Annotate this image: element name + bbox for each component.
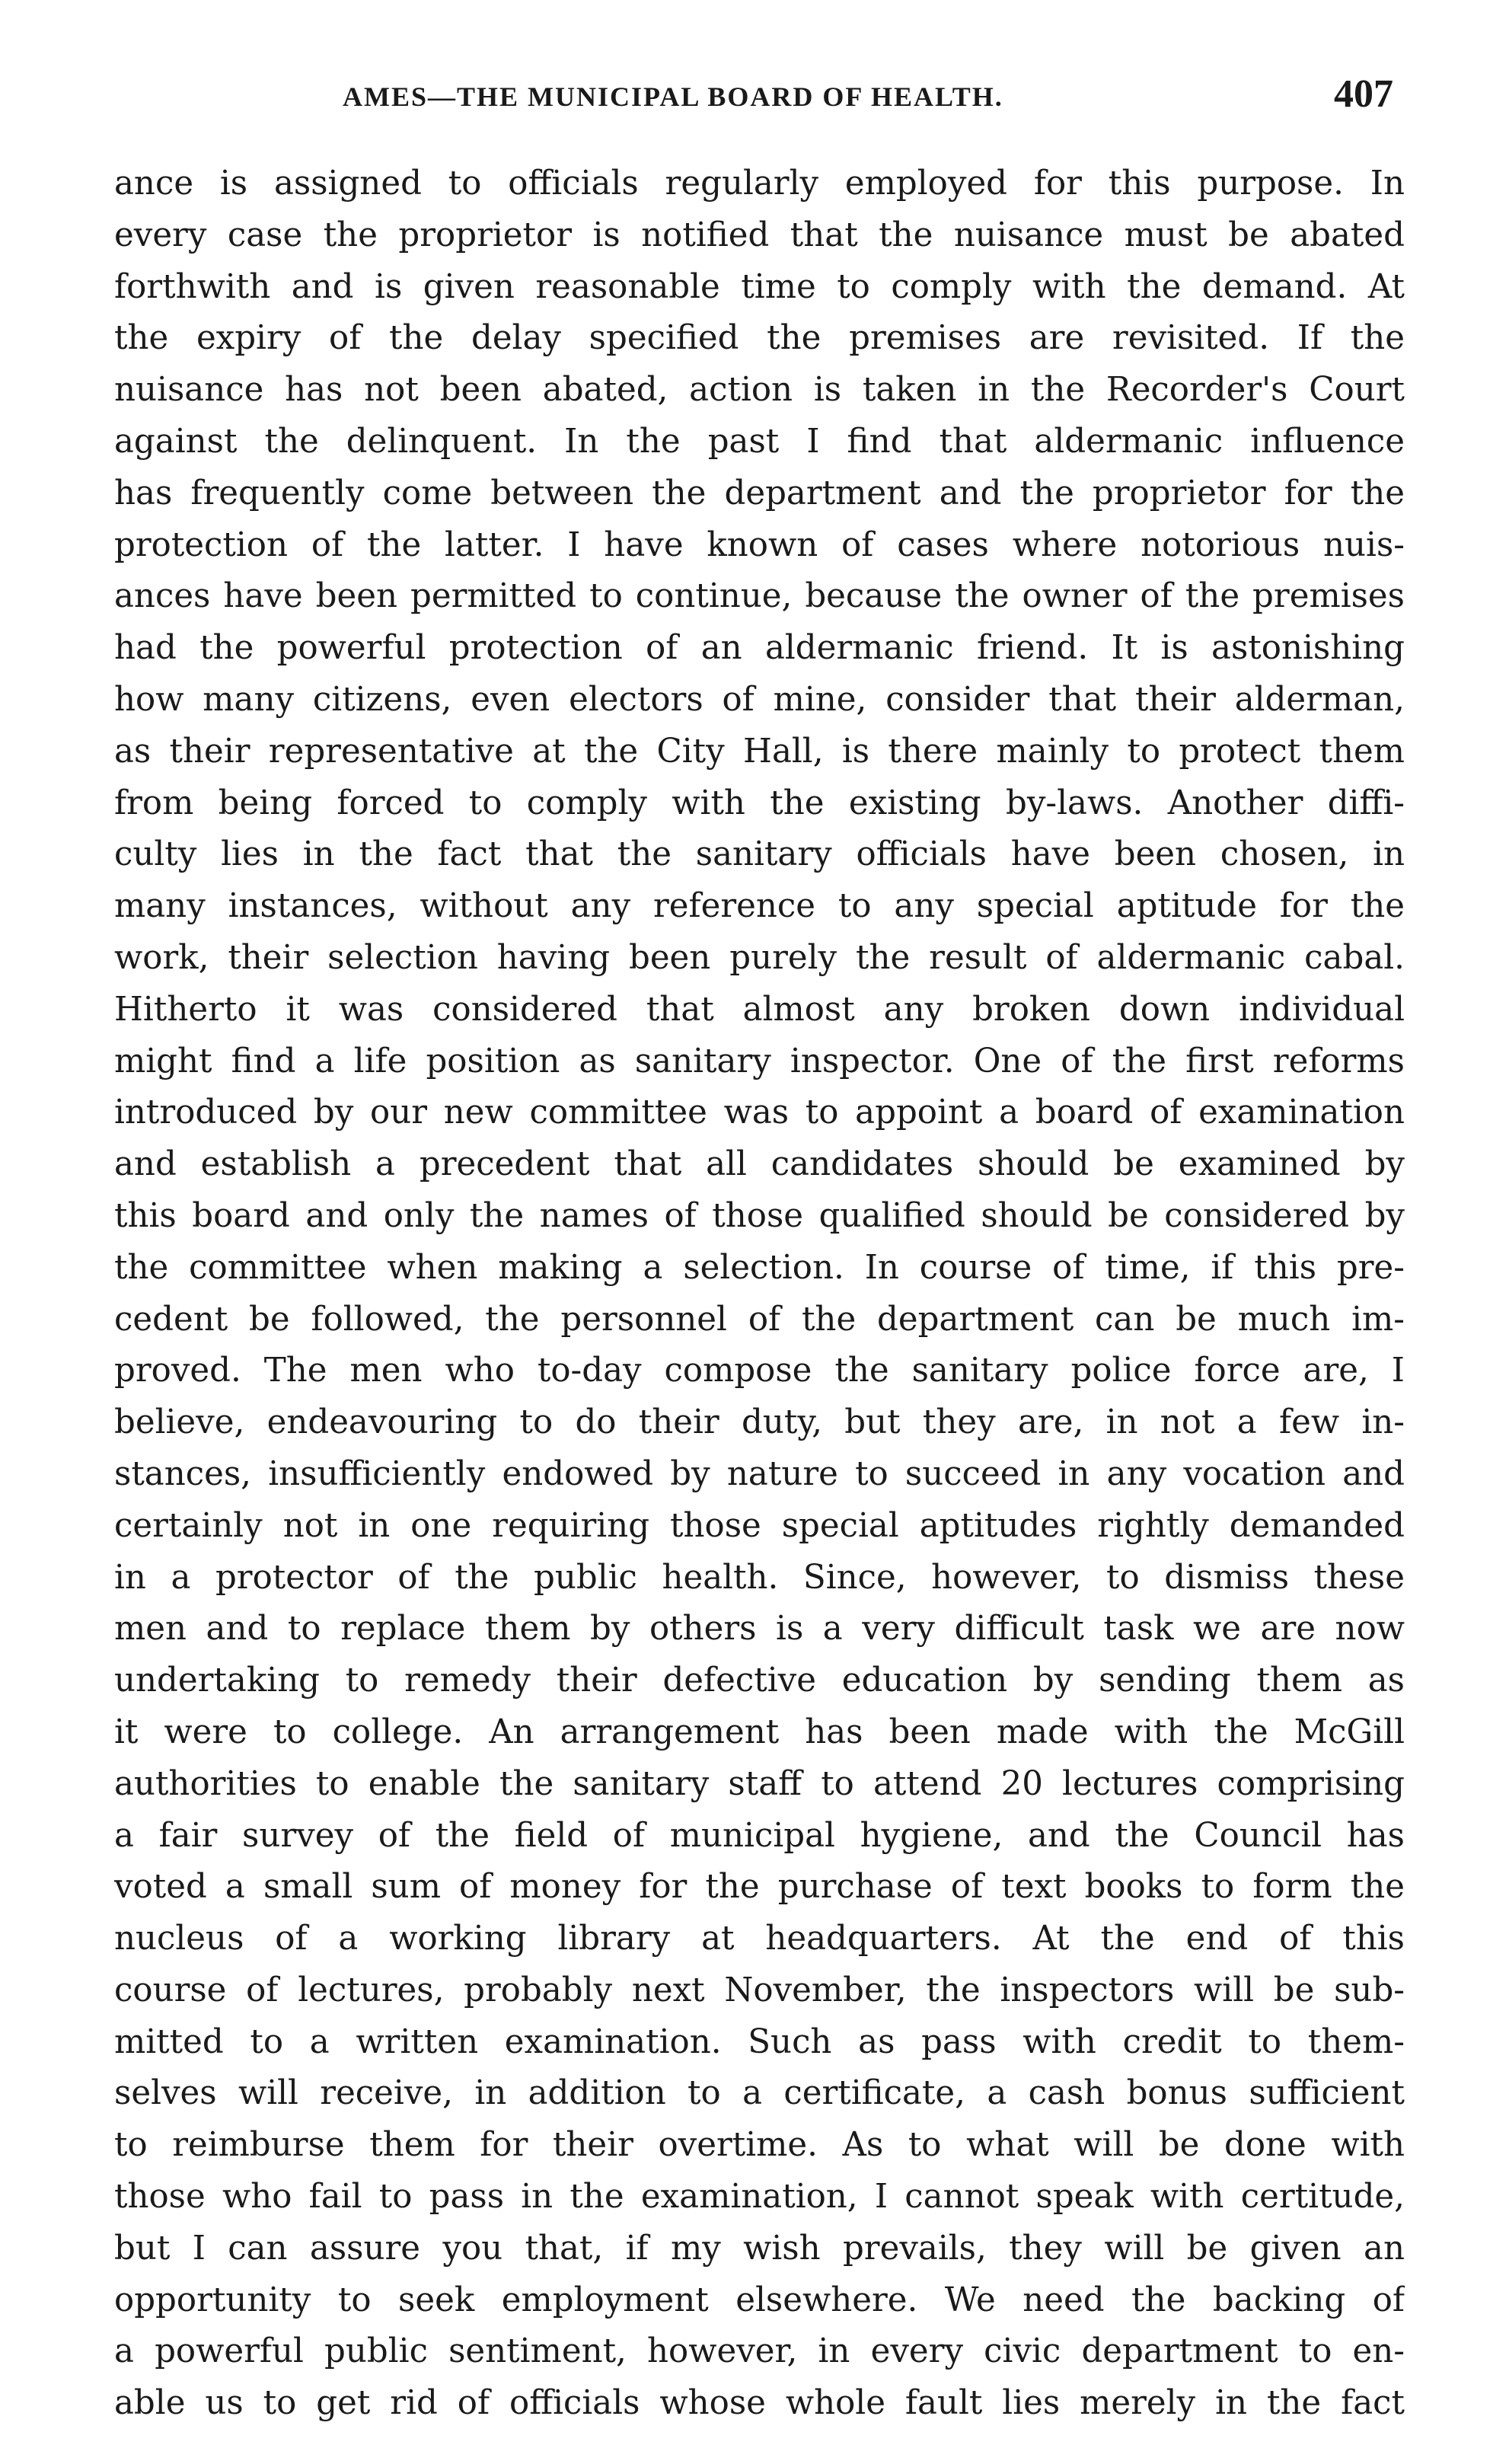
text-line: those who fail to pass in the examination, I cannot speak with certitude,	[114, 2178, 1405, 2217]
running-head-title: AMES—THE MUNICIPAL BOARD OF HEALTH.	[343, 81, 1003, 112]
text-line: the committee when making a selection. In course of time, if this pre-	[114, 1248, 1405, 1287]
text-line: stances, insufficiently endowed by nature to succeed in any vocation and	[114, 1454, 1405, 1493]
text-line: course of lectures, probably next November, the inspectors will be sub-	[114, 1971, 1405, 2009]
text-line: able us to get rid of officials whose whole fault lies merely in the fact	[114, 2384, 1405, 2423]
text-line: culty lies in the fact that the sanitary officials have been chosen, in	[114, 835, 1405, 874]
text-line: work, their selection having been purely the result of aldermanic cabal.	[114, 938, 1405, 977]
text-line: forthwith and is given reasonable time to comply with the demand. At	[114, 267, 1405, 306]
text-line: selves will receive, in addition to a certificate, a cash bonus sufficient	[114, 2074, 1405, 2113]
text-line: how many citizens, even electors of mine, consider that their alderman,	[114, 680, 1405, 719]
body-text	[114, 158, 1405, 2430]
text-line: cedent be followed, the personnel of the department can be much im-	[114, 1300, 1405, 1339]
text-line: in a protector of the public health. Since, however, to dismiss these	[114, 1558, 1405, 1597]
text-line: as their representative at the City Hall, is there mainly to protect them	[114, 732, 1405, 771]
text-line: might find a life position as sanitary inspector. One of the first reforms	[114, 1042, 1405, 1080]
running-head	[114, 72, 1401, 136]
text-line: the expiry of the delay specified the premises are revisited. If the	[114, 319, 1405, 358]
text-line: men and to replace them by others is a very difficult task we are now	[114, 1610, 1405, 1649]
text-line: nuisance has not been abated, action is taken in the Recorder's Court	[114, 371, 1405, 410]
text-line: a powerful public sentiment, however, in every civic department to en-	[114, 2332, 1405, 2371]
text-line: proved. The men who to-day compose the sanitary police force are, I	[114, 1352, 1405, 1390]
text-line: nucleus of a working library at headquarters. At the end of this	[114, 1920, 1405, 1958]
text-line: from being forced to comply with the existing by-laws. Another diffi-	[114, 784, 1405, 822]
text-line: a fair survey of the field of municipal hygiene, and the Council has	[114, 1816, 1405, 1855]
text-line: many instances, without any reference to any special aptitude for the	[114, 887, 1405, 926]
page-number: 407	[1334, 72, 1393, 116]
text-line: certainly not in one requiring those special aptitudes rightly demanded	[114, 1506, 1405, 1545]
text-line: Hitherto it was considered that almost any broken down individual	[114, 990, 1405, 1029]
text-line: ance is assigned to officials regularly employed for this purpose. In	[114, 164, 1405, 203]
text-line: protection of the latter. I have known of cases where notorious nuis-	[114, 525, 1405, 564]
text-line: undertaking to remedy their defective education by sending them as	[114, 1661, 1405, 1700]
text-line: has frequently come between the department and the proprietor for the	[114, 474, 1405, 512]
text-line: believe, endeavouring to do their duty, but they are, in not a few in-	[114, 1403, 1405, 1442]
text-line: authorities to enable the sanitary staff to attend 20 lectures comprising	[114, 1764, 1405, 1803]
text-line: against the delinquent. In the past I find that aldermanic influence	[114, 422, 1405, 461]
text-line: but I can assure you that, if my wish prevails, they will be given an	[114, 2229, 1405, 2268]
text-line: mitted to a written examination. Such as pass with credit to them-	[114, 2022, 1405, 2061]
text-line: voted a small sum of money for the purchase of text books to form the	[114, 1868, 1405, 1907]
text-line: it were to college. An arrangement has been made with the McGill	[114, 1712, 1405, 1751]
text-line: this board and only the names of those qualified should be considered by	[114, 1196, 1405, 1235]
text-line: to reimburse them for their overtime. As to what will be done with	[114, 2126, 1405, 2165]
text-line: every case the proprietor is notified that the nuisance must be abated	[114, 215, 1405, 254]
text-line: had the powerful protection of an aldermanic friend. It is astonishing	[114, 629, 1405, 668]
text-line: ances have been permitted to continue, because the owner of the premises	[114, 577, 1405, 616]
text-line: opportunity to seek employment elsewhere. We need the backing of	[114, 2280, 1405, 2319]
text-line: introduced by our new committee was to appoint a board of examination	[114, 1093, 1405, 1132]
text-line: and establish a precedent that all candidates should be examined by	[114, 1145, 1405, 1184]
